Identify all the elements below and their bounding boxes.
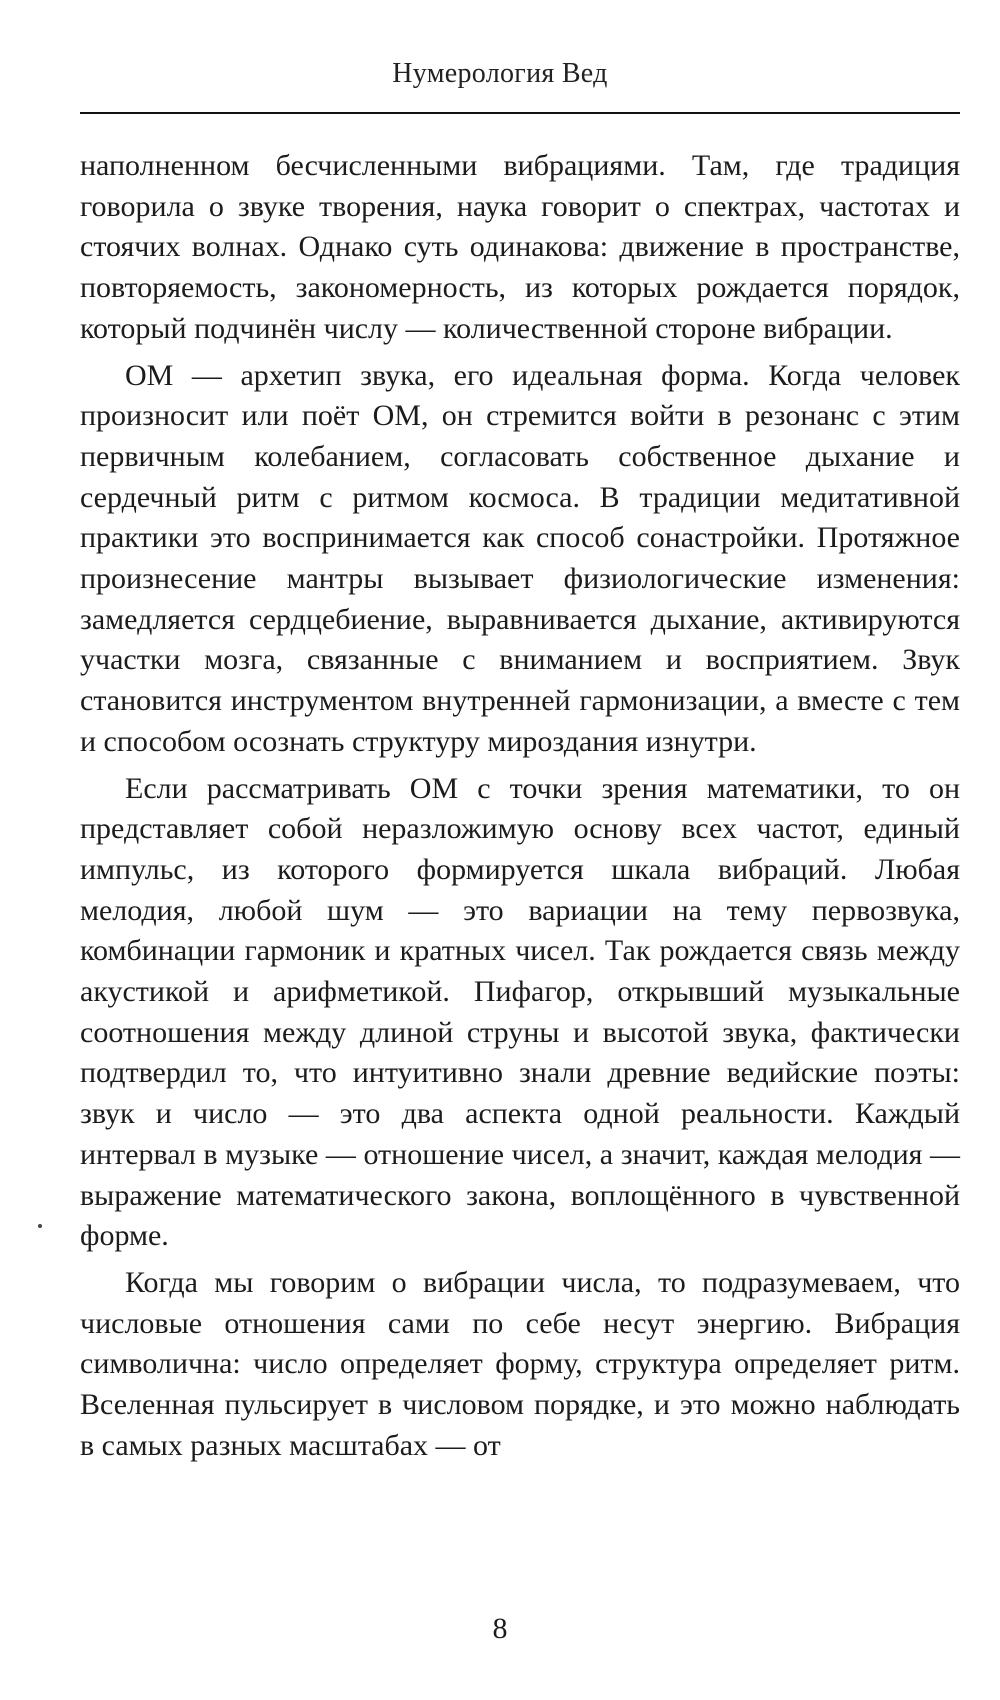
paragraph-1: наполненном бесчисленными вибрациями. Там, где традиция говорила о звуке творения, наука говорит о спектрах, частотах и стоячих волнах. Однако суть одинакова: движение в пространстве, повторяемость, закономерность, из которых рождается порядок, который подчинён числу — количественной стороне вибрации. — [80, 149, 960, 345]
margin-speck — [38, 1224, 42, 1228]
body-text — [80, 146, 960, 1467]
header-rule — [80, 112, 960, 114]
paragraph-3: Если рассматривать ОМ с точки зрения математики, то он представляет собой неразложимую основу всех частот, единый импульс, из которого формируется шкала вибраций. Любая мелодия, любой шум — это вариации на тему первозвука, комбинации гармоник и кратных чисел. Так рождается связь между акустикой и арифметикой. Пифагор, открывший музыкальные соотношения между длиной струны и высотой звука, фактически подтвердил то, что интуитивно знали древние ведийские поэты: звук и число — это два аспекта одной реальности. Каждый интервал в музыке — отношение чисел, а значит, каждая мелодия — выражение математического закона, воплощённого в чувственной форме. — [80, 771, 960, 1253]
running-title: Нумерология Вед — [392, 58, 608, 89]
paragraph-2: ОМ — архетип звука, его идеальная форма. Когда человек произносит или поёт ОМ, он стремится войти в резонанс с этим первичным колебанием, согласовать собственное дыхание и сердечный ритм с ритмом космоса. В традиции медитативной практики это воспринимается как способ сонастройки. Протяжное произнесение мантры вызывает физиологические изменения: замедляется сердцебиение, выравнивается дыхание, активируются участки мозга, связанные с вниманием и восприятием. Звук становится инструментом внутренней гармонизации, а вместе с тем и способом осознать структуру мироздания изнутри. — [80, 358, 960, 758]
paragraph-4: Когда мы говорим о вибрации числа, то подразумеваем, что числовые отношения сами по себе несут энергию. Вибрация символична: число определяет форму, структура определяет ритм. Вселенная пульсирует в числовом порядке, и это можно наблюдать в самых разных масштабах — от — [80, 1265, 960, 1462]
page-number: 8 — [492, 1612, 508, 1645]
